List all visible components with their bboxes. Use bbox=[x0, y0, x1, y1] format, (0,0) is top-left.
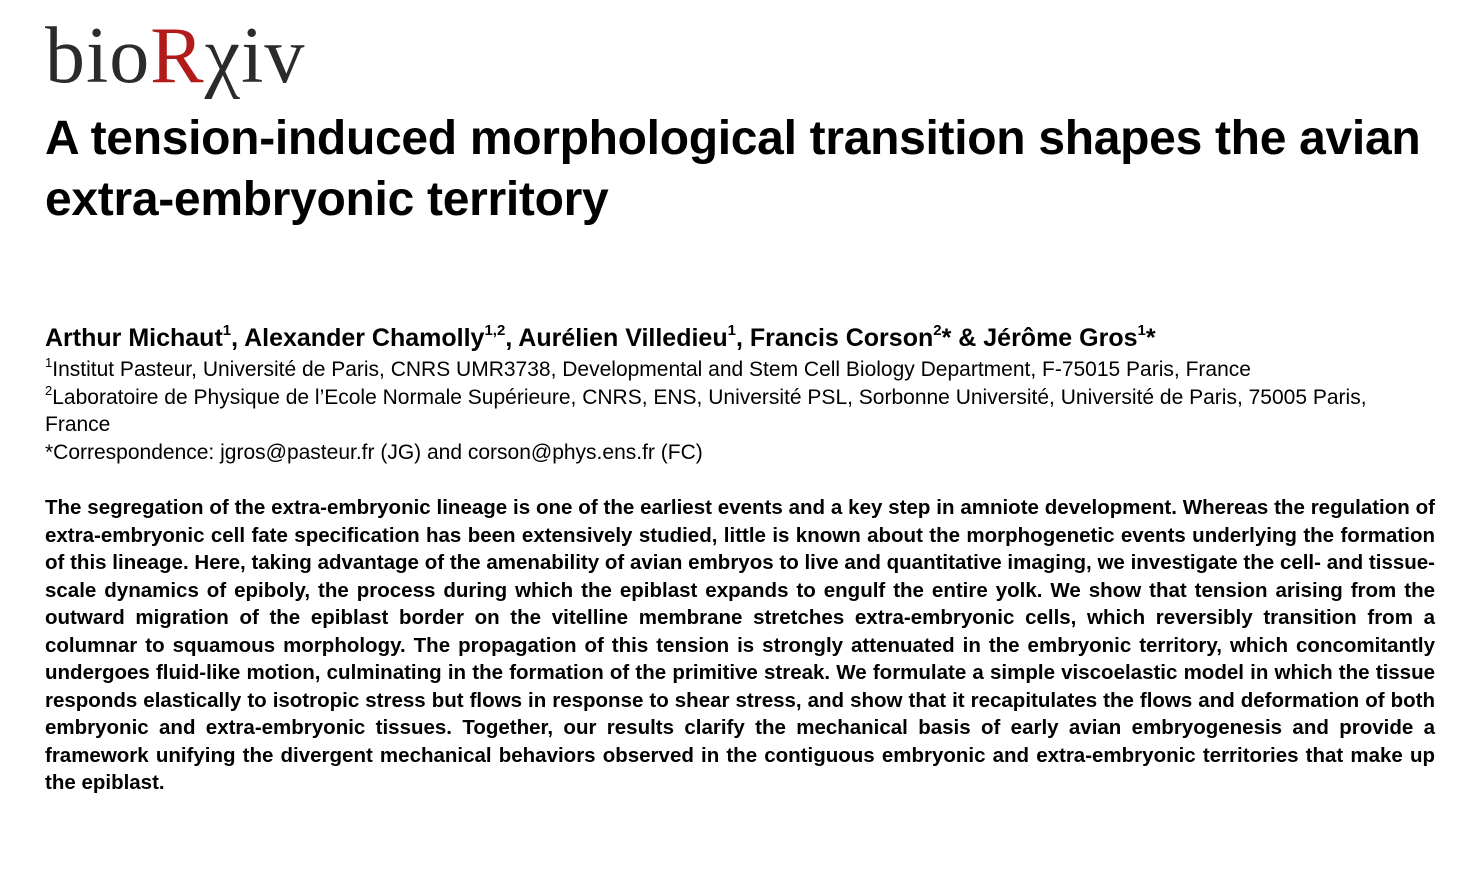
affiliation-marker: 2 bbox=[45, 382, 53, 398]
author-separator: , bbox=[231, 324, 245, 352]
logo-text-xiv: χiv bbox=[204, 12, 306, 100]
author-name: Jérôme Gros bbox=[983, 324, 1138, 352]
author-name: Arthur Michaut bbox=[45, 324, 223, 352]
affiliation-text: Laboratoire de Physique de l’Ecole Normale Supérieure, CNRS, ENS, Université PSL, Sorbonne Université, Université de Paris, 75005 Paris, France bbox=[45, 385, 1367, 436]
author-name: Aurélien Villedieu bbox=[518, 324, 728, 352]
author-separator: , bbox=[505, 324, 519, 352]
author-list bbox=[45, 322, 1445, 354]
author-affiliation-marker: 1,2 bbox=[484, 321, 506, 339]
biorxiv-logo[interactable] bbox=[45, 8, 305, 104]
logo-text-bio: bio bbox=[45, 12, 151, 100]
author-name: Francis Corson bbox=[749, 324, 934, 352]
affiliation-item bbox=[45, 384, 1435, 439]
affiliations bbox=[45, 356, 1435, 466]
author-name: Alexander Chamolly bbox=[244, 324, 485, 352]
author-affiliation-marker: 1 bbox=[222, 321, 232, 339]
correspondence-line: *Correspondence: jgros@pasteur.fr (JG) and corson@phys.ens.fr (FC) bbox=[45, 440, 703, 464]
author-affiliation-marker: 1 bbox=[1137, 321, 1146, 339]
affiliation-marker: 1 bbox=[45, 355, 53, 370]
abstract-text: The segregation of the extra-embryonic lineage is one of the earliest events and a key step in amniote development. Whereas the regulation of extra-embryonic cell fate specification has been extensively studied, little is known about the morphogenetic events underlying the formation of this lineage. Here, taking advantage of the amenability of avian embryos to live and quantitative imaging, we investigate the cell- and tissue-scale dynamics of epiboly, the process during which the epiblast expands to engulf the entire yolk. We show that tension arising from the outward migration of the epiblast border on the vitelline membrane stretches extra-embryonic cells, which reversibly transition from a columnar to squamous morphology. The propagation of this tension is strongly attenuated in the embryonic territory, which concomitantly undergoes fluid-like motion, culminating in the formation of the primitive streak. We formulate a simple viscoelastic model in which the tissue responds elastically to isotropic stress but flows in response to shear stress, and show that it recapitulates the flows and deformation of both embryonic and extra-embryonic tissues. Together, our results clarify the mechanical basis of early avian embryogenesis and provide a framework unifying the divergent mechanical behaviors observed in the contiguous embryonic and extra-embryonic territories that make up the epiblast. bbox=[45, 496, 1435, 794]
author-affiliation-marker: 1 bbox=[727, 321, 736, 339]
author-separator: * & bbox=[941, 324, 984, 352]
author-affiliation-marker: 2 bbox=[933, 321, 942, 339]
affiliation-item bbox=[45, 356, 1435, 384]
paper-title: A tension-induced morphological transition shapes the avian extra-embryonic territory bbox=[45, 112, 1421, 226]
logo-text-r: R bbox=[150, 12, 205, 100]
author-separator: , bbox=[735, 324, 750, 352]
author-separator: * bbox=[1145, 324, 1156, 352]
affiliation-text: Institut Pasteur, Université de Paris, CNRS UMR3738, Developmental and Stem Cell Biology Department, F-75015 Paris, France bbox=[52, 358, 1251, 381]
